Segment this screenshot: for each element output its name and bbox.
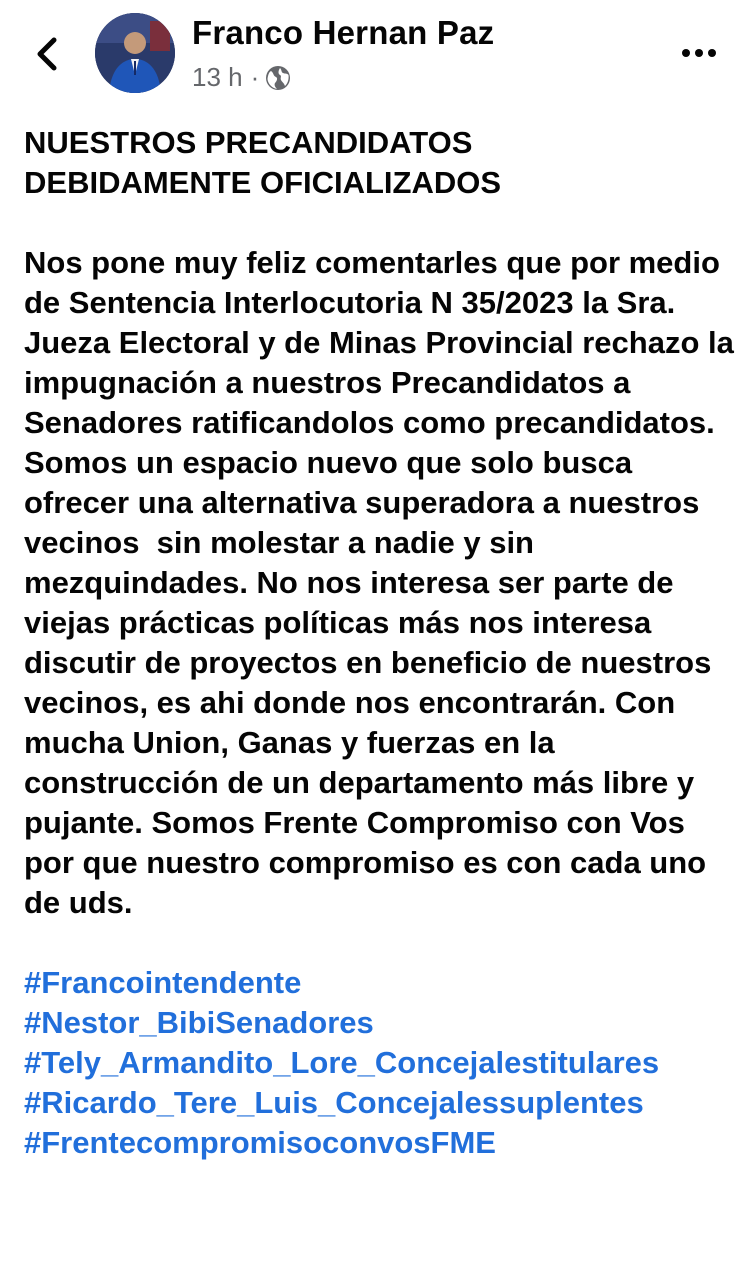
meta-separator: · — [250, 62, 260, 92]
more-horizontal-icon — [681, 48, 717, 58]
profile-photo-icon — [95, 13, 175, 93]
hashtag-link[interactable]: #Ricardo_Tere_Luis_Concejalessuplentes — [24, 1085, 644, 1120]
post-timestamp[interactable]: 13 h — [192, 62, 243, 92]
hashtag-link[interactable]: #Tely_Armandito_Lore_Concejalestitulares — [24, 1045, 660, 1080]
hashtag-link[interactable]: #Francointendente — [24, 965, 302, 1000]
hashtag-list — [24, 963, 739, 1163]
hashtag-link[interactable]: #Nestor_BibiSenadores — [24, 1005, 374, 1040]
more-options-button[interactable] — [677, 38, 721, 68]
back-button[interactable] — [26, 32, 66, 76]
post-content — [24, 123, 743, 1163]
chevron-left-icon — [34, 36, 58, 72]
author-name[interactable]: Franco Hernan Paz — [192, 14, 495, 51]
post-header — [0, 0, 749, 110]
post-meta — [192, 62, 291, 93]
paragraph-spacer — [24, 203, 739, 243]
globe-icon[interactable] — [265, 65, 291, 91]
avatar[interactable] — [95, 13, 175, 93]
post-title: NUESTROS PRECANDIDATOS DEBIDAMENTE OFICIALIZADOS — [24, 125, 502, 200]
hashtag-link[interactable]: #FrentecompromisoconvosFME — [24, 1125, 496, 1160]
post-body: Nos pone muy feliz comentarles que por medio de Sentencia Interlocutoria N 35/2023 la Sra. Jueza Electoral y de Minas Provincial rechazo la impugnación a nuestros Precandidatos a Senadores ratificandolos como precandidatos. Somos un espacio nuevo que solo busca ofrecer una alternativa superadora a nuestros vecinos sin molestar a nadie y sin mezquindades. No nos interesa ser parte de viejas prácticas políticas más nos interesa discutir de proyectos en beneficio de nuestros vecinos, es ahi donde nos encontrarán. Con mucha Union, Ganas y fuerzas en la construcción de un departamento más libre y pujante. Somos Frente Compromiso con Vos por que nuestro compromiso es con cada uno de uds. — [24, 245, 743, 920]
